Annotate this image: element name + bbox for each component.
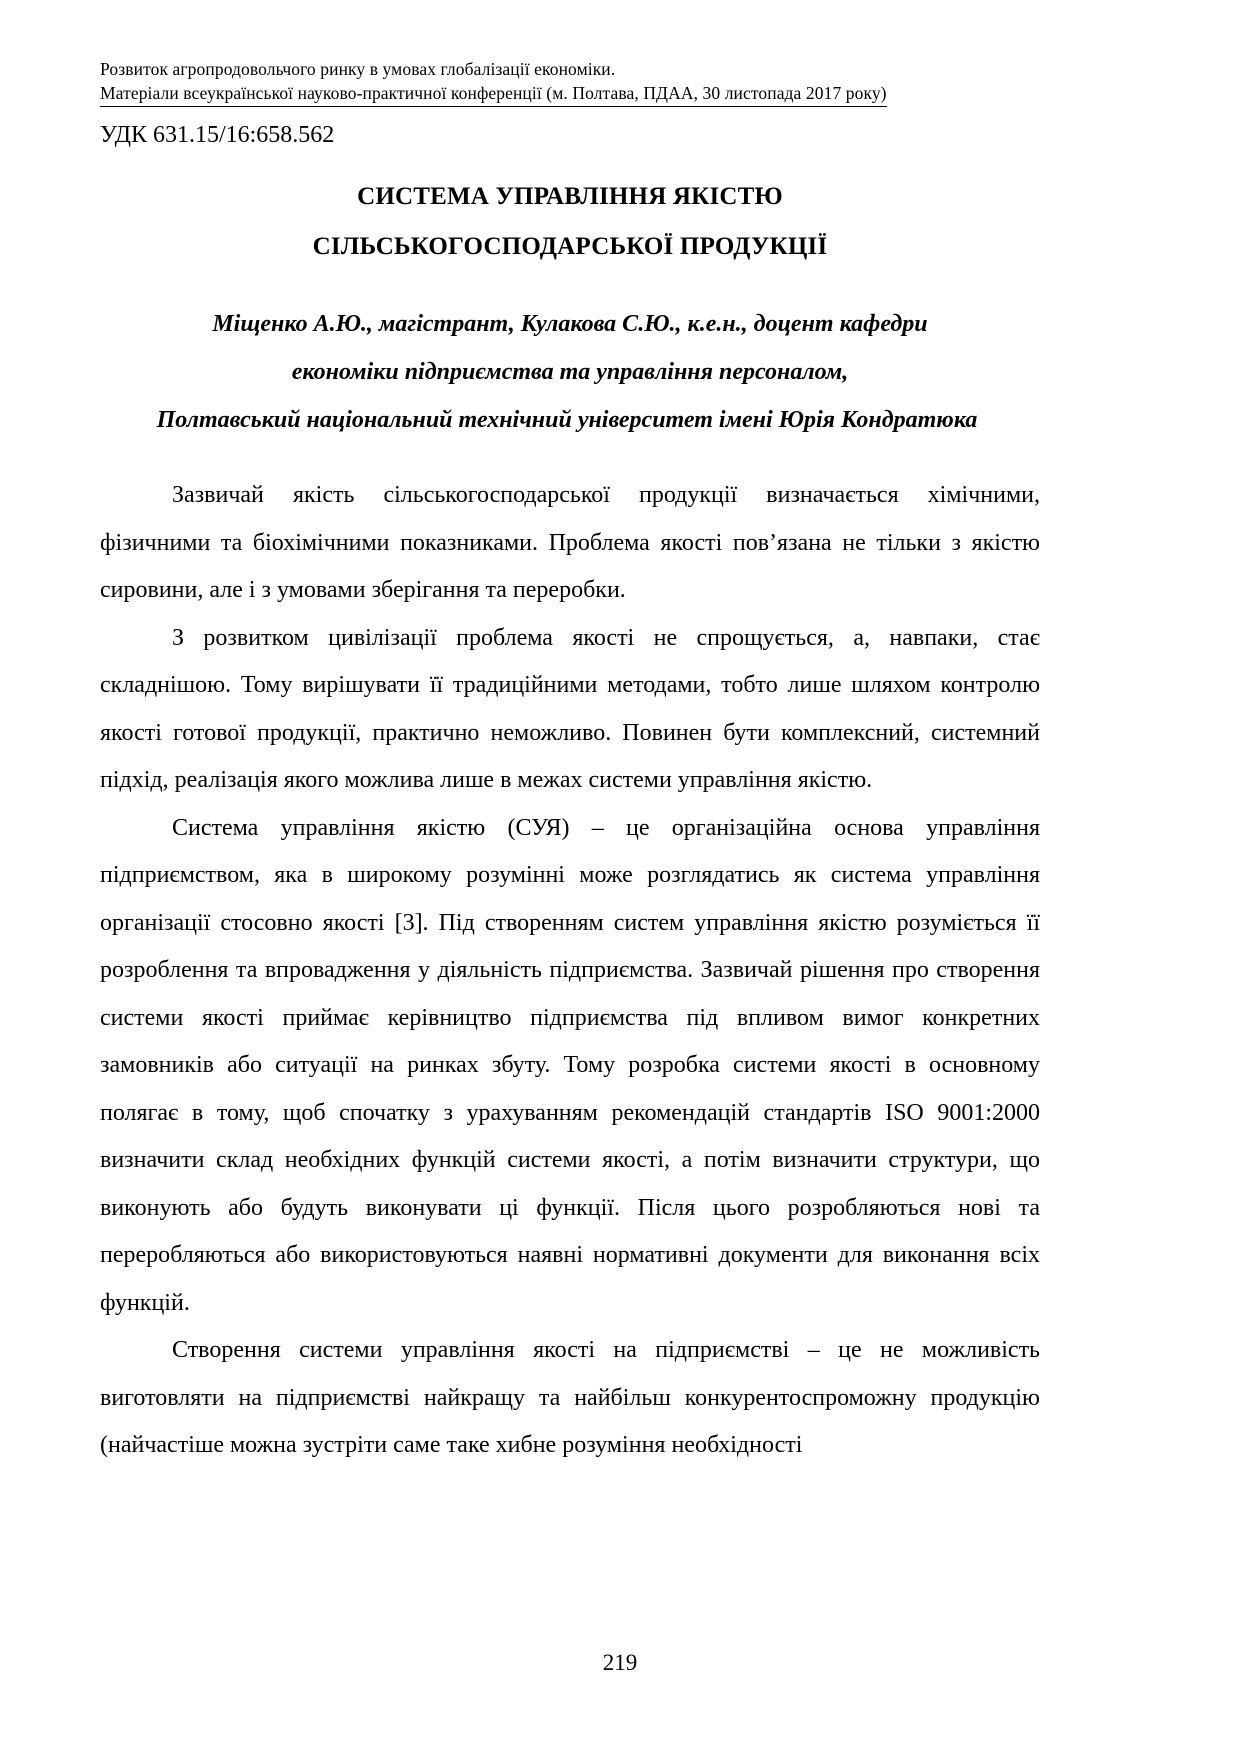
authors-block bbox=[100, 300, 1040, 444]
running-head bbox=[100, 58, 1040, 107]
page-content bbox=[100, 58, 1040, 1470]
authors-affiliation: Полтавський національний технічний університет імені Юрія Кондратюка bbox=[156, 407, 978, 434]
page-title-line-2: СІЛЬСЬКОГОСПОДАРСЬКОЇ ПРОДУКЦІЇ bbox=[312, 233, 828, 261]
authors-line-2: економіки підприємства та управління персоналом, bbox=[291, 359, 849, 386]
running-head-line-1: Розвиток агропродовольчого ринку в умовах глобалізації економіки. bbox=[100, 59, 616, 79]
page-title bbox=[100, 172, 1040, 272]
running-head-line-2: Матеріали всеукраїнської науково-практичної конференції (м. Полтава, ПДАА, 30 листопада 2017 року) bbox=[100, 82, 887, 108]
page-number: 219 bbox=[602, 1650, 638, 1675]
article-body bbox=[100, 472, 1040, 1470]
body-paragraph-3: Система управління якістю (СУЯ) – це організаційна основа управління підприємством, яка в широкому розумінні може розглядатись як система управління організації стосовно якості [3]. Під створенням систем управління якістю розуміється її розроблення та впровадження у діяльність підприємства. Зазвичай рішення про створення системи якості приймає керівництво підприємства під впливом вимог конкретних замовників або ситуації на ринках збуту. Тому розробка системи якості в основному полягає в тому, щоб спочатку з урахуванням рекомендацій стандартів ISO 9001:2000 визначити склад необхідних функцій системи якості, а потім визначити структури, що виконують або будуть виконувати ці функції. Після цього розробляються нові та переробляються або використовуються наявні нормативні документи для виконання всіх функцій. bbox=[100, 814, 1040, 1316]
body-paragraph-1: Зазвичай якість сільськогосподарської продукції визначається хімічними, фізичними та біохімічними показниками. Проблема якості пов’язана не тільки з якістю сировини, але і з умовами зберігання та переробки. bbox=[100, 482, 1040, 604]
page-title-line-1: СИСТЕМА УПРАВЛІННЯ ЯКІСТЮ bbox=[357, 183, 783, 211]
udc-code: УДК 631.15/16:658.562 bbox=[100, 122, 335, 149]
body-paragraph-4: Створення системи управління якості на підприємстві – це не можливість виготовляти на підприємстві найкращу та найбільш конкурентоспроможну продукцію (найчастіше можна зустріти саме таке хибне розуміння необхідності bbox=[100, 1337, 1040, 1459]
authors-line-1: Міщенко А.Ю., магістрант, Кулакова С.Ю., к.е.н., доцент кафедри bbox=[212, 311, 928, 338]
body-paragraph-2: З розвитком цивілізації проблема якості не спрощується, а, навпаки, стає складнішою. Тому вирішувати її традиційними методами, тобто лише шляхом контролю якості готової продукції, практично неможливо. Повинен бути комплексний, системний підхід, реалізація якого можлива лише в межах системи управління якістю. bbox=[100, 624, 1040, 794]
